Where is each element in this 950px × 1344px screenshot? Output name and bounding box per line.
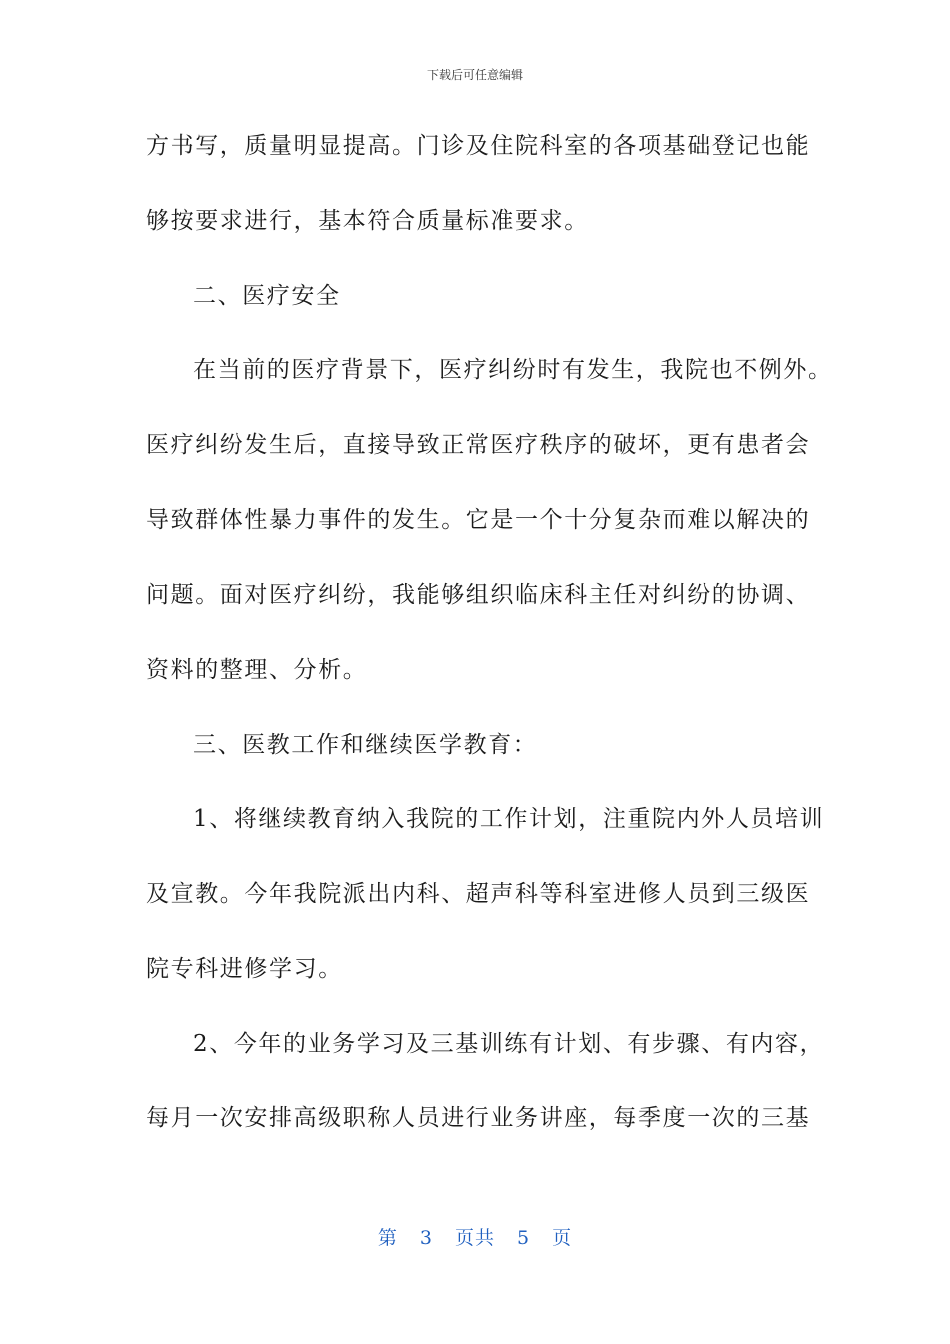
section-heading: 三、医教工作和继续医学教育： <box>193 732 538 758</box>
page-middle: 页共 <box>454 1227 495 1249</box>
page-prefix: 第 <box>377 1227 398 1249</box>
text-line: 在当前的医疗背景下，医疗纠纷时有发生，我院也不例外。 <box>193 357 833 383</box>
text-line: 及宣教。今年我院派出内科、超声科等科室进修人员到三级医 <box>146 881 811 907</box>
text-line: 每月一次安排高级职称人员进行业务讲座，每季度一次的三基 <box>146 1105 811 1131</box>
current-page-number: 3 <box>419 1227 433 1249</box>
text-line: 资料的整理、分析。 <box>146 657 368 683</box>
text-line: 医疗纠纷发生后，直接导致正常医疗秩序的破坏，更有患者会 <box>146 432 811 458</box>
text-line: 够按要求进行，基本符合质量标准要求。 <box>146 208 589 234</box>
page-number-footer <box>0 1226 950 1250</box>
header-note: 下载后可任意编辑 <box>426 68 523 82</box>
total-pages-number: 5 <box>517 1227 531 1249</box>
text-line: 导致群体性暴力事件的发生。它是一个十分复杂而难以解决的 <box>146 507 811 533</box>
text-line: 问题。面对医疗纠纷，我能够组织临床科主任对纠纷的协调、 <box>146 582 811 608</box>
text-line: 1、将继续教育纳入我院的工作计划，注重院内外人员培训 <box>193 806 825 832</box>
text-line: 院专科进修学习。 <box>146 956 343 982</box>
page-suffix: 页 <box>552 1227 573 1249</box>
section-heading: 二、医疗安全 <box>193 283 341 309</box>
text-line: 2、今年的业务学习及三基训练有计划、有步骤、有内容， <box>193 1031 825 1057</box>
text-line: 方书写，质量明显提高。门诊及住院科室的各项基础登记也能 <box>146 133 811 159</box>
